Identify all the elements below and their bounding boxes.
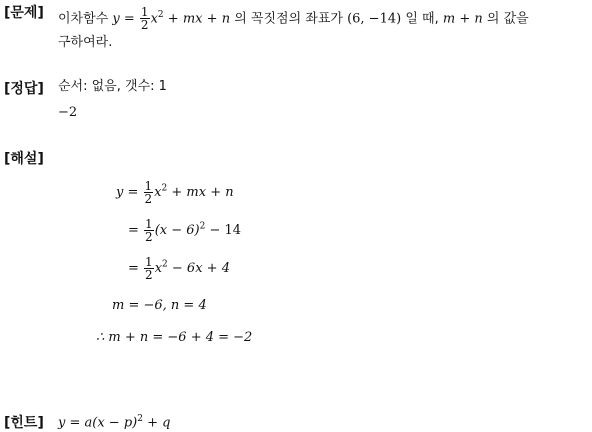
solution-label: [해설]	[4, 151, 44, 167]
solution-line2-exp: 2	[199, 221, 206, 232]
solution-line2-lhs: =	[128, 223, 139, 238]
problem-func-y: y	[112, 11, 120, 27]
solution-line1-frac-den: 2	[144, 192, 153, 206]
problem-n2: n	[474, 11, 483, 27]
problem-eq: =	[123, 11, 135, 27]
solution-line2-frac-den: 2	[145, 230, 153, 244]
problem-n: n	[221, 11, 231, 27]
problem-x2: x	[195, 11, 203, 27]
solution-line1-lhs: y =	[116, 185, 139, 200]
solution-line5: ∴ m + n = −6 + 4 = −2	[96, 330, 253, 345]
problem-m2: m	[442, 11, 456, 27]
hint-label: [힌트]	[4, 415, 44, 431]
problem-plus2: +	[206, 11, 218, 27]
problem-end-line1: 의 값을	[486, 11, 529, 27]
solution-line1-exp: 2	[161, 183, 168, 194]
problem-mid-text2: 일 때,	[405, 11, 439, 27]
solution-line3-frac-den: 2	[145, 268, 153, 282]
solution-line1	[116, 180, 234, 205]
hint-formula-tail: + q	[147, 415, 171, 431]
problem-prefix: 이차함수	[58, 11, 109, 27]
problem-text	[58, 6, 588, 31]
problem-exp: 2	[157, 10, 164, 20]
problem-x: x	[150, 11, 158, 27]
solution-line1-frac	[144, 180, 154, 205]
answer-line1: 순서: 없음, 갯수: 1	[58, 79, 167, 94]
solution-line3-tail: − 6x + 4	[171, 261, 230, 276]
problem-m: m	[182, 11, 196, 27]
solution-line1-x: x	[154, 185, 162, 200]
hint-formula-exp: 2	[137, 414, 143, 424]
solution-line2	[128, 218, 241, 243]
problem-label: [문제]	[4, 5, 44, 21]
solution-line3	[128, 256, 230, 281]
solution-line2-rest: (x − 6)	[154, 223, 200, 238]
solution-line3-exp: 2	[162, 259, 168, 270]
problem-fraction	[140, 6, 150, 31]
solution-line3-lhs: =	[128, 261, 139, 276]
solution-line1-frac-num: 1	[144, 179, 153, 193]
solution-line2-frac	[144, 218, 154, 243]
solution-line3-frac	[144, 256, 154, 281]
answer-label: [정답]	[4, 81, 44, 97]
solution-line3-x: x	[154, 261, 163, 276]
hint-formula	[58, 414, 170, 430]
solution-line1-tail: + mx + n	[171, 185, 234, 200]
problem-frac-den: 2	[140, 18, 149, 33]
problem-plus3: +	[459, 11, 471, 27]
solution-line2-tail: − 14	[209, 223, 242, 238]
solution-line3-frac-num: 1	[145, 255, 153, 269]
solution-line4: m = −6, n = 4	[112, 298, 207, 313]
problem-plus1: +	[167, 11, 179, 27]
problem-line2: 구하여라.	[58, 35, 113, 50]
problem-point: (6, −14)	[347, 11, 402, 27]
answer-value: −2	[58, 105, 78, 120]
problem-frac-num: 1	[140, 5, 149, 20]
problem-mid-text: 의 꼭짓점의 좌표가	[234, 11, 343, 27]
solution-line2-frac-num: 1	[145, 217, 153, 231]
hint-formula-main: y = a(x − p)	[58, 415, 138, 431]
